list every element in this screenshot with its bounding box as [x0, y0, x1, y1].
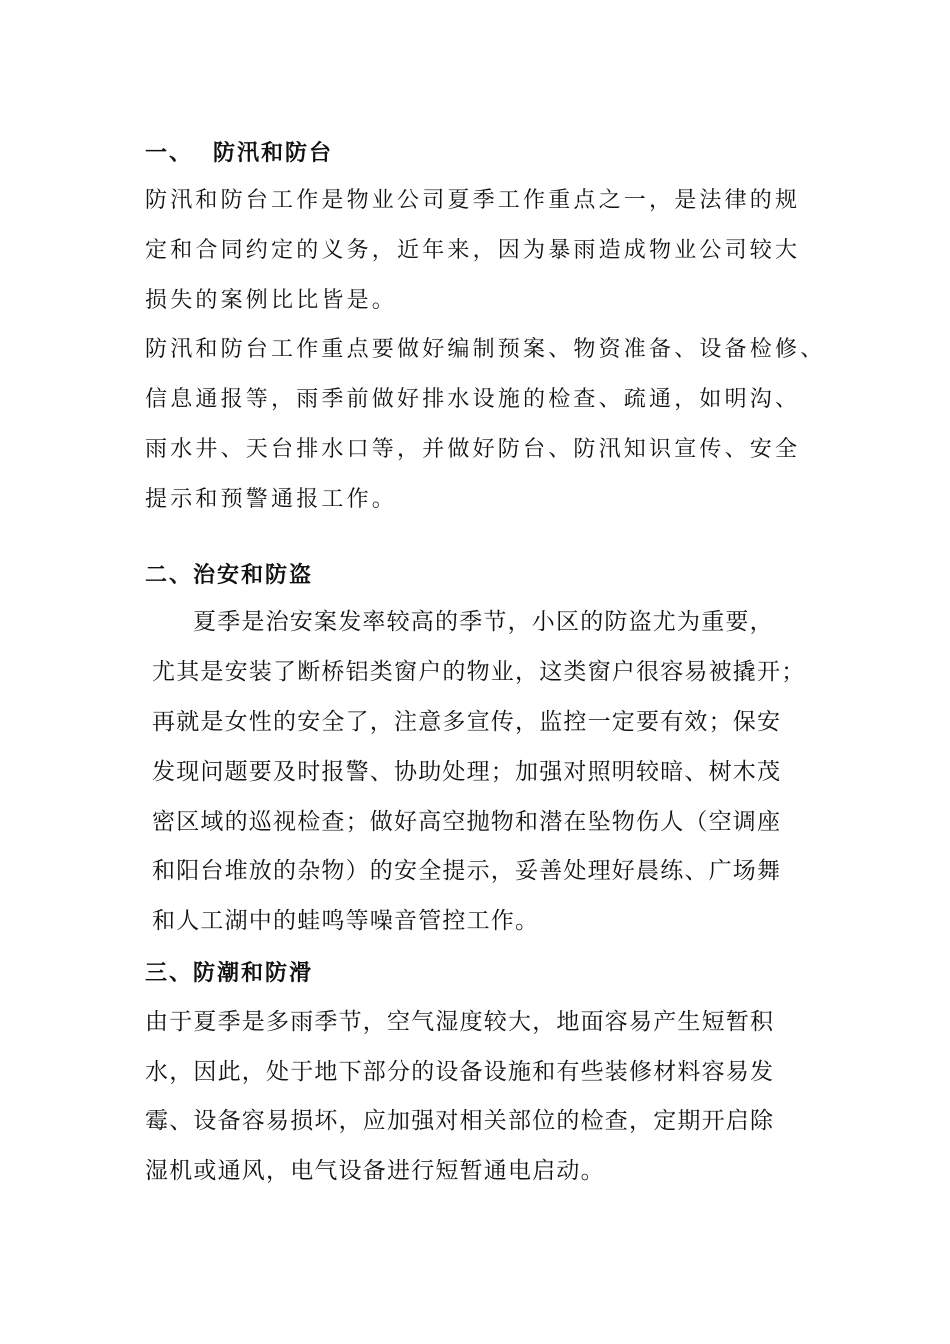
paragraph-line: 再就是女性的安全了，注意多宣传，监控一定要有效；保安: [152, 709, 782, 735]
paragraph-line: 和人工湖中的蛙鸣等噪音管控工作。: [152, 908, 540, 934]
section-1-title: 防汛和防台: [213, 140, 334, 166]
paragraph-line: 信息通报等，雨季前做好排水设施的检查、疏通，如明沟、: [145, 387, 801, 412]
paragraph-line: 发现问题要及时报警、协助处理；加强对照明较暗、树木茂: [152, 759, 782, 785]
paragraph-line: 提示和预警通报工作。: [145, 487, 398, 512]
paragraph-line: 霉、设备容易损坏，应加强对相关部位的检查，定期开启除: [145, 1108, 775, 1134]
paragraph-line: 水，因此，处于地下部分的设备设施和有些装修材料容易发: [145, 1059, 775, 1085]
paragraph-line: 和阳台堆放的杂物）的安全提示，妥善处理好晨练、广场舞: [152, 858, 782, 884]
paragraph-line: 由于夏季是多雨季节，空气湿度较大，地面容易产生短暂积: [145, 1009, 775, 1035]
paragraph-line: 雨水井、天台排水口等，并做好防台、防汛知识宣传、安全: [145, 437, 801, 462]
section-2-heading: 二、治安和防盗: [145, 562, 314, 588]
section-3-heading: 三、防潮和防滑: [145, 960, 314, 986]
section-1-number: 一、: [145, 140, 194, 166]
paragraph-line: 定和合同约定的义务，近年来，因为暴雨造成物业公司较大: [145, 238, 801, 263]
paragraph-line: 密区域的巡视检查；做好高空抛物和潜在坠物伤人（空调座: [152, 809, 782, 835]
paragraph-line: 防汛和防台工作重点要做好编制预案、物资准备、设备检修、: [145, 337, 826, 362]
paragraph-line: 损失的案例比比皆是。: [145, 288, 398, 313]
paragraph-line: 湿机或通风，电气设备进行短暂通电启动。: [145, 1158, 605, 1184]
paragraph-line: 夏季是治安案发率较高的季节，小区的防盗尤为重要，: [193, 609, 774, 635]
section-1-heading: [145, 142, 333, 164]
paragraph-line: 防汛和防台工作是物业公司夏季工作重点之一，是法律的规: [145, 188, 801, 213]
paragraph-line: 尤其是安装了断桥铝类窗户的物业，这类窗户很容易被撬开；: [152, 659, 806, 685]
